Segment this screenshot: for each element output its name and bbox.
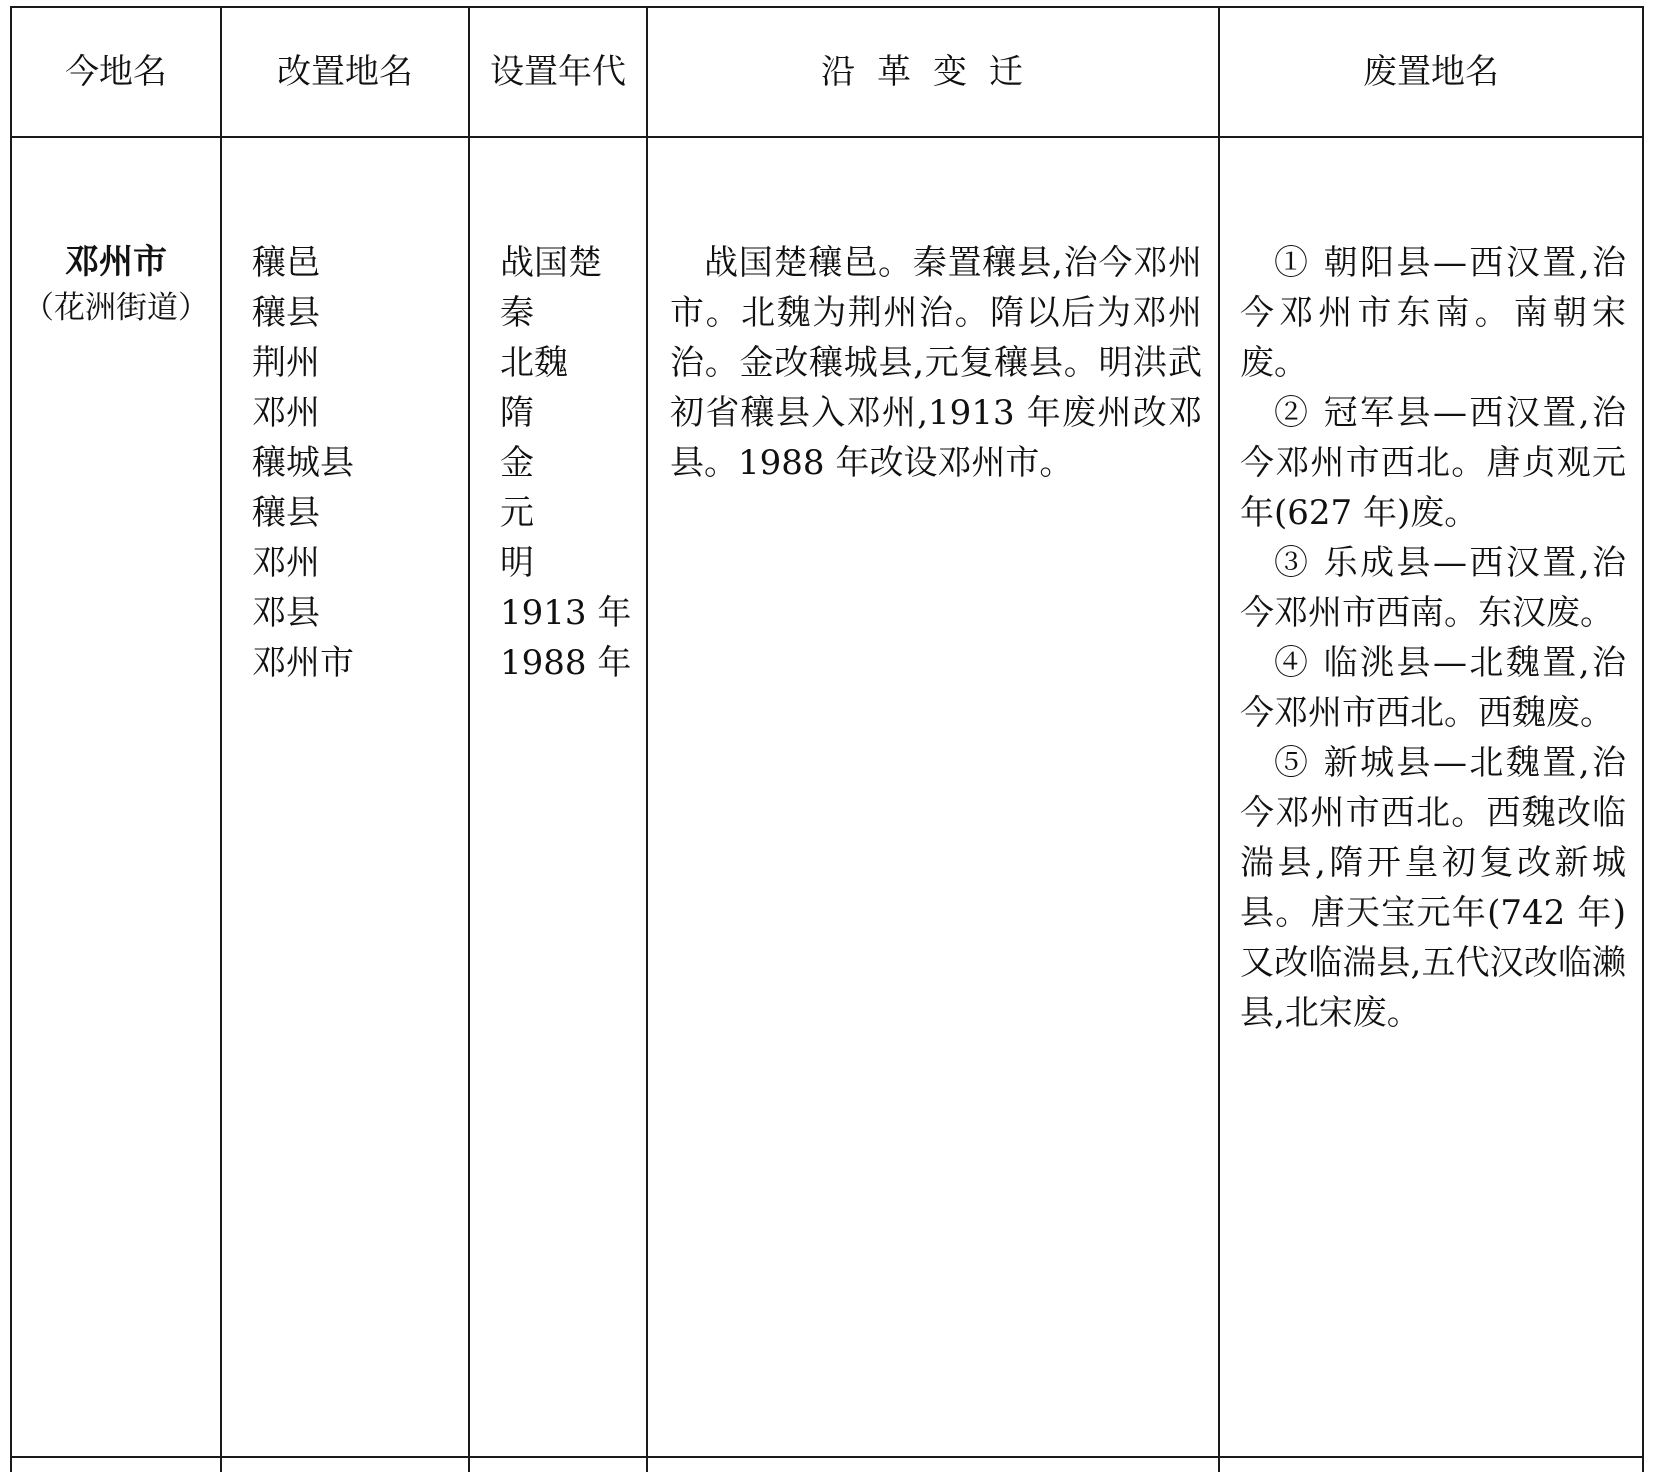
today-name: 邓州市 [65,242,167,282]
cell-changed-names [221,137,469,1457]
changed-name: 穰县 [252,493,320,533]
abolished-entry: ① 朝阳县—西汉置,治今邓州市东南。南朝宋废。 [1240,243,1626,383]
next-row-start [11,1457,1643,1472]
set-era: 金 [500,443,534,483]
header-changed-names: 改置地名 [221,7,469,137]
changed-name: 邓县 [252,593,320,633]
cell-set-eras [469,137,647,1457]
header-abolished-names: 废置地名 [1219,7,1643,137]
cell-abolished-names [1219,137,1643,1457]
changed-name: 邓州 [252,393,320,433]
abolished-entry: ④ 临洮县—北魏置,治今邓州市西北。西魏废。 [1240,643,1626,733]
header-today-name: 今地名 [11,7,221,137]
set-era: 明 [500,543,534,583]
next-row-cell [1219,1457,1643,1472]
today-subdistrict: （花洲街道） [23,290,209,326]
next-row-cell [221,1457,469,1472]
header-set-era: 设置年代 [469,7,647,137]
changed-name: 邓州市 [252,643,354,683]
set-era: 元 [500,493,534,533]
set-era: 战国楚 [500,243,602,283]
cell-today-name [11,137,221,1457]
abolished-entry: ⑤ 新城县—北魏置,治今邓州市西北。西魏改临湍县,隋开皇初复改新城县。唐天宝元年(742 年)又改临湍县,五代汉改临濑县,北宋废。 [1240,743,1626,1033]
gazetteer-table [10,6,1644,1472]
set-era: 隋 [500,393,534,433]
set-era: 1988 年 [500,643,632,683]
cell-history [647,137,1219,1457]
changed-name: 邓州 [252,543,320,583]
changed-name: 穰城县 [252,443,354,483]
set-era: 北魏 [500,343,568,383]
table-row [11,137,1643,1457]
abolished-entry: ② 冠军县—西汉置,治今邓州市西北。唐贞观元年(627 年)废。 [1240,393,1626,533]
set-era: 秦 [500,293,534,333]
set-era: 1913 年 [500,593,632,633]
changed-name: 穰邑 [252,243,320,283]
header-history: 沿革变迁 [647,7,1219,137]
next-row-cell [469,1457,647,1472]
changed-name: 穰县 [252,293,320,333]
header-row [11,7,1643,137]
next-row-cell [647,1457,1219,1472]
abolished-entry: ③ 乐成县—西汉置,治今邓州市西南。东汉废。 [1240,543,1626,633]
next-row-cell [11,1457,221,1472]
history-text: 战国楚穰邑。秦置穰县,治今邓州市。北魏为荆州治。隋以后为邓州治。金改穰城县,元复穰县。明洪武初省穰县入邓州,1913 年废州改邓县。1988 年改设邓州市。 [670,243,1202,483]
changed-name: 荆州 [252,343,320,383]
